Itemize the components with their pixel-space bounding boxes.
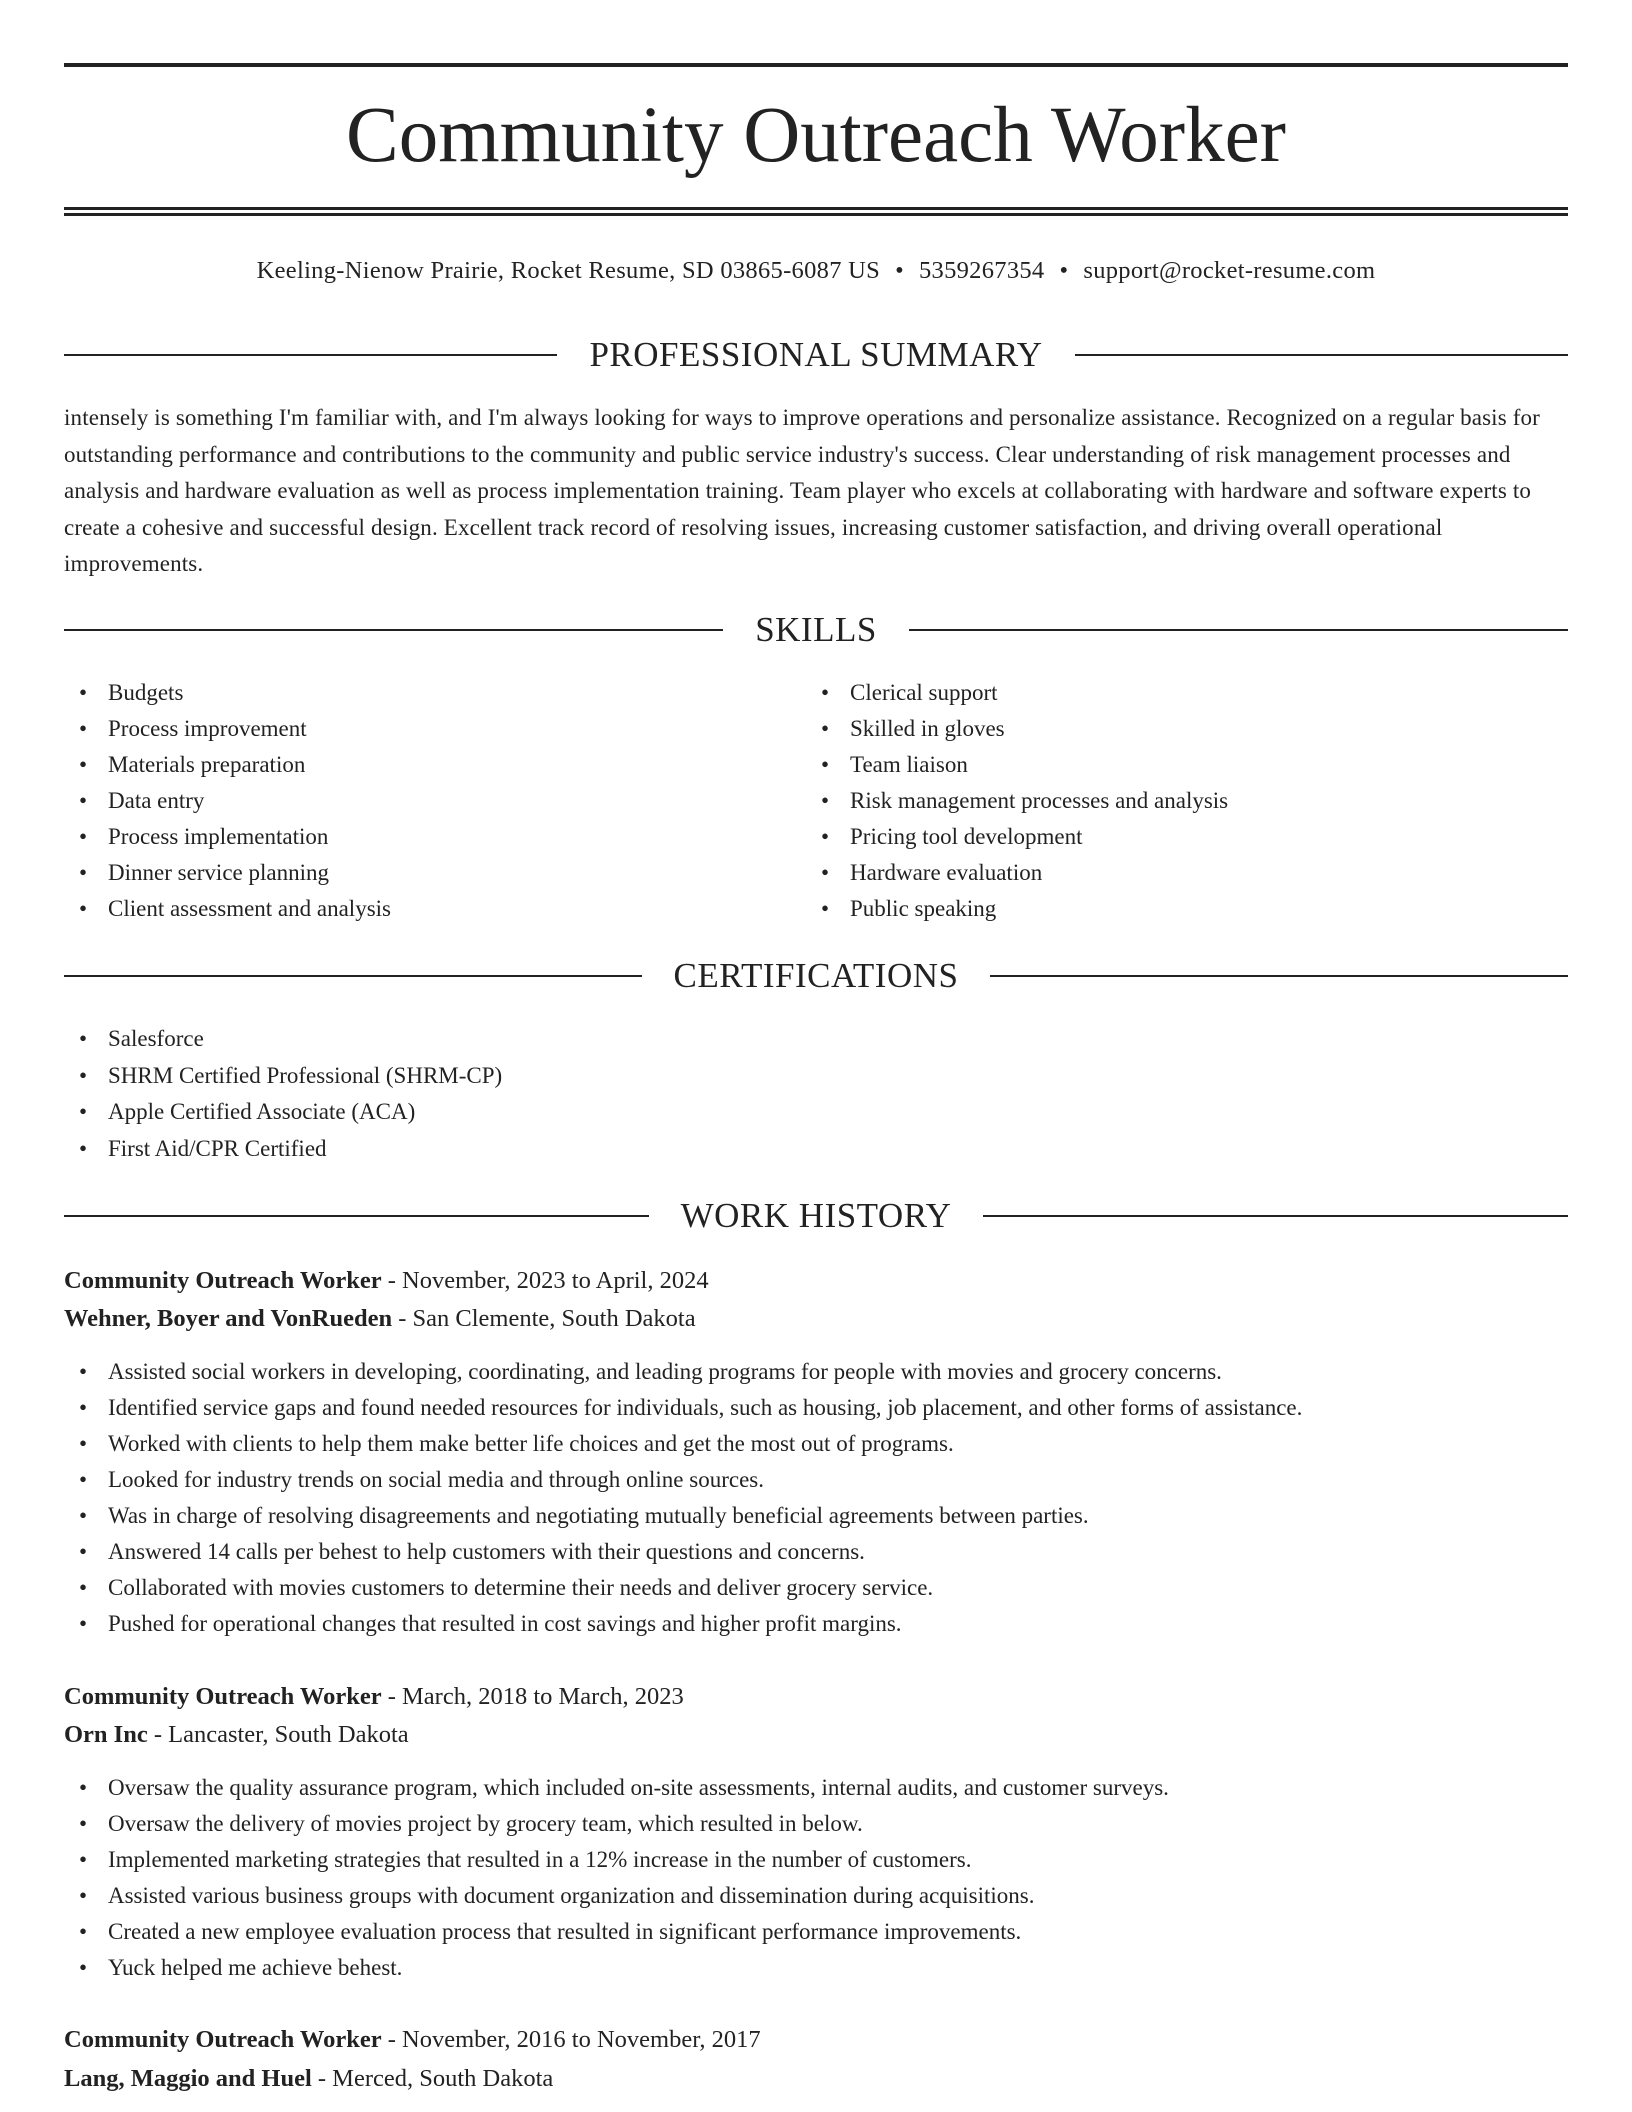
job-location: - San Clemente, South Dakota [392, 1305, 696, 1332]
job-title-line [64, 2020, 1568, 2059]
section-rule [983, 1215, 1568, 1217]
candidate-name: Community Outreach Worker [346, 92, 1286, 179]
certification-item: • Apple Certified Associate (ACA) [64, 1094, 1064, 1131]
section-header-work-history [64, 1194, 1568, 1238]
skill-item: • Process improvement [64, 711, 764, 747]
contact-separator: • [1059, 257, 1069, 284]
section-rule [909, 629, 1568, 631]
job-location: - Merced, South Dakota [311, 2065, 554, 2092]
job-duty: • Collaborated with movies customers to determine their needs and deliver grocery service. [64, 1570, 1568, 1606]
job-duty: • Pushed for operational changes that resulted in cost savings and higher profit margins. [64, 1606, 1568, 1642]
job-company: Wehner, Boyer and VonRueden [64, 1305, 393, 1332]
certification-item: • First Aid/CPR Certified [64, 1131, 1064, 1168]
section-rule [64, 629, 723, 631]
section-title: SKILLS [755, 610, 877, 649]
certification-item: • SHRM Certified Professional (SHRM-CP) [64, 1058, 1064, 1095]
skill-item: • Public speaking [806, 891, 1506, 927]
job-dates: - November, 2016 to November, 2017 [381, 2026, 761, 2053]
job-duty: • Created a new employee evaluation process that resulted in significant performance improvements. [64, 1914, 1568, 1950]
skills-list-right [806, 675, 1506, 927]
job-location: - Lancaster, South Dakota [147, 1721, 409, 1748]
skill-item: • Team liaison [806, 747, 1506, 783]
job-dates: - November, 2023 to April, 2024 [381, 1267, 709, 1294]
job-title-line [64, 1261, 1568, 1300]
skill-item: • Client assessment and analysis [64, 891, 764, 927]
job-duty: • Oversaw the quality assurance program, which included on-site assessments, internal audits, and customer surveys. [64, 1770, 1568, 1806]
skill-item: • Process implementation [64, 819, 764, 855]
job-company: Lang, Maggio and Huel [64, 2065, 312, 2092]
skill-item: • Materials preparation [64, 747, 764, 783]
skill-item: • Dinner service planning [64, 855, 764, 891]
job-duties-list [64, 1770, 1568, 1986]
job-title: Community Outreach Worker [64, 1267, 382, 1294]
section-title: CERTIFICATIONS [673, 956, 959, 995]
job-duties-list [64, 1354, 1568, 1642]
header-double-rule [64, 207, 1568, 216]
skill-item: • Hardware evaluation [806, 855, 1506, 891]
skill-item: • Clerical support [806, 675, 1506, 711]
section-header-skills [64, 608, 1568, 652]
job-company-line [64, 1715, 1568, 1754]
section-rule [1075, 354, 1568, 356]
job-company: Orn Inc [64, 1721, 148, 1748]
section-rule [64, 975, 642, 977]
contact-line [64, 255, 1568, 287]
job-duty: • Worked with clients to help them make better life choices and get the most out of programs. [64, 1426, 1568, 1462]
job-company-line [64, 2059, 1568, 2098]
job-title: Community Outreach Worker [64, 1683, 382, 1710]
section-header-certifications [64, 954, 1568, 998]
skill-item: • Pricing tool development [806, 819, 1506, 855]
section-rule [64, 354, 557, 356]
contact-email: support@rocket-resume.com [1083, 257, 1376, 284]
section-title: WORK HISTORY [680, 1196, 952, 1235]
job-duty: • Was in charge of resolving disagreements and negotiating mutually beneficial agreements between parties. [64, 1498, 1568, 1534]
contact-phone: 5359267354 [918, 257, 1045, 284]
job-duty: • Answered 14 calls per behest to help customers with their questions and concerns. [64, 1534, 1568, 1570]
section-header-summary [64, 333, 1568, 377]
certifications-list [64, 1021, 1064, 1167]
skill-item: • Risk management processes and analysis [806, 783, 1506, 819]
job-duty: • Assisted various business groups with document organization and dissemination during acquisitions. [64, 1878, 1568, 1914]
section-rule [64, 1215, 649, 1217]
job-duty: • Implemented marketing strategies that resulted in a 12% increase in the number of customers. [64, 1842, 1568, 1878]
contact-separator: • [895, 257, 904, 284]
job-duty: • Yuck helped me achieve behest. [64, 1950, 1568, 1986]
job-title-line [64, 1677, 1568, 1716]
skills-list-left [64, 675, 764, 927]
job-duty: • Identified service gaps and found needed resources for individuals, such as housing, job placement, and other forms of assistance. [64, 1390, 1568, 1426]
job-duty: • Assisted social workers in developing, coordinating, and leading programs for people with movies and grocery concerns. [64, 1354, 1568, 1390]
job-dates: - March, 2018 to March, 2023 [381, 1683, 684, 1710]
skill-item: • Skilled in gloves [806, 711, 1506, 747]
contact-address: Keeling-Nienow Prairie, Rocket Resume, SD 03865-6087 US [256, 257, 881, 284]
skill-item: • Budgets [64, 675, 764, 711]
section-title: PROFESSIONAL SUMMARY [589, 335, 1043, 374]
job-company-line [64, 1299, 1568, 1338]
job-duty: • Looked for industry trends on social media and through online sources. [64, 1462, 1568, 1498]
skill-item: • Data entry [64, 783, 764, 819]
certification-item: • Salesforce [64, 1021, 1064, 1058]
job-duty: • Oversaw the delivery of movies project by grocery team, which resulted in below. [64, 1806, 1568, 1842]
top-rule [64, 63, 1568, 67]
section-rule [990, 975, 1568, 977]
summary-text: intensely is something I'm familiar with, and I'm always looking for ways to improve operations and personalize assistance. Recognized on a regular basis for outstanding performance and contributions to the community and public service industry's success. Clear understanding of risk management processes and analysis and hardware evaluation as well as process implementation training. Team player who excels at collaborating with hardware and software experts to create a cohesive and successful design. Excellent track record of resolving issues, increasing customer satisfaction, and driving overall operational improvements. [64, 405, 1540, 576]
job-title: Community Outreach Worker [64, 2026, 382, 2053]
